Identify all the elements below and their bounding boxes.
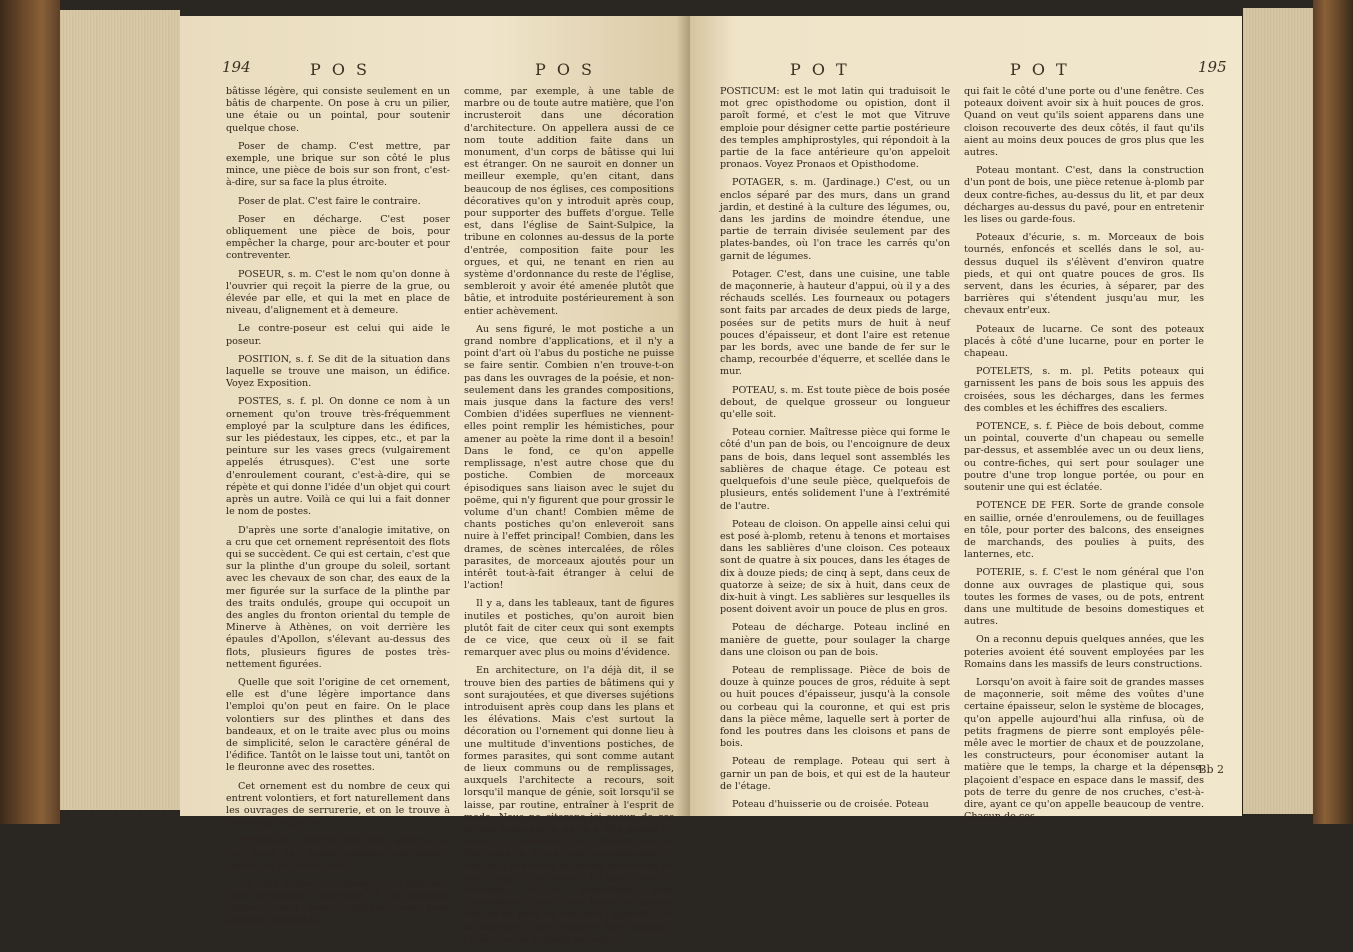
paragraph: POTEAU, s. m. Est toute pièce de bois posée debout, de quelque grosseur ou longueur qu'elle soit. <box>720 384 950 421</box>
paragraph: Poteau montant. C'est, dans la construction d'un pont de bois, une pièce retenue à-plomb par deux contre-fiches, au-dessus du lit, et par deux décharges au-dessus du pavé, pour en entretenir les lises ou garde-fous. <box>964 165 1204 226</box>
paragraph: Poteau cornier. Maîtresse pièce qui forme le côté d'un pan de bois, ou l'encoignure de deux pans de bois, dans lequel sont assemblés les sablières de chaque étage. Ce poteau est quelquefois d'une seule pièce, quelquefois de plusieurs, entés solidement l'une à l'extrémité de l'autre. <box>720 427 950 512</box>
page-edges-right <box>1243 8 1313 814</box>
paragraph: qui fait le côté d'une porte ou d'une fenêtre. Ces poteaux doivent avoir six à huit pouces de gros. Quand on veut qu'ils soient apparens dans une cloison recouverte des deux côtés, il faut qu'ils aient au moins deux pouces de gros plus que les autres. <box>964 86 1204 159</box>
paragraph: POTELETS, s. m. pl. Petits poteaux qui garnissent les pans de bois sous les appuis des croisées, sous les décharges, dans les fermes des combles et les échiffres des escaliers. <box>964 366 1204 414</box>
right-page <box>690 16 1242 823</box>
paragraph: D'après une sorte d'analogie imitative, on a cru que cet ornement représentoit des flots qui se succèdent. Ce qui est certain, c'est que sur la plinthe d'un groupe du soleil, sortant avec les chevaux de son char, des eaux de la mer figurée sur la surface de la plinthe par des traits ondulés, groupe qui occupoit un des angles du fronton oriental du temple de Minerve à Athènes, on voit derrière les épaules d'Apollon, s'élevant au-dessus des flots, plusieurs figures de postes très-nettement figurées. <box>226 524 450 670</box>
left-page <box>180 16 690 945</box>
paragraph: Le contre-poseur est celui qui aide le poseur. <box>226 323 450 347</box>
paragraph: Il y a, dans les tableaux, tant de figures inutiles et postiches, qu'on auroit bien plutôt fait de citer ceux qui sont exempts de ce vice, que ceux où il se fait remarquer avec plus ou moins d'évidence. <box>464 598 674 659</box>
paragraph: POTAGER, s. m. (Jardinage.) C'est, ou un enclos séparé par des murs, dans un grand jardin, et destiné à la culture des légumes, ou, dans les jardins de moindre étendue, une partie de terrain divisée seulement par des plates-bandes, où l'on trace les carrés qu'on garnit de légumes. <box>720 177 950 262</box>
paragraph: Poteau de remplissage. Pièce de bois de douze à quinze pouces de gros, réduite à sept ou huit pouces d'épaisseur, jusqu'à la console ou corbeau qui la couronne, et qui est pris dans la pièce même, laquelle sert à porter de fond les poutres dans les cloisons et pans de bois. <box>720 664 950 750</box>
left-header-left: P O S <box>310 60 371 79</box>
paragraph: Au sens simple, on donne cette épithète, dans beaucoup d'ouvrages, à un morceau rapporté, soit pour compléter, soit pour alonger l'ensemble; <box>226 877 450 926</box>
book-cover-right <box>1313 0 1353 824</box>
paragraph: POSTES, s. f. pl. On donne ce nom à un ornement qu'on trouve très-fréquemment employé par la sculpture dans les édifices, sur les piédestaux, les cippes, etc., et par la peinture sur les vases grecs (vulgairement appelés étrusques). C'est une sorte d'enroulement courant, c'est-à-dire, qui se répète et qui donne l'idée d'un objet qui court après un autre. Voilà ce qui lui a fait donner le nom de postes. <box>226 396 450 518</box>
paragraph: Quelle que soit l'origine de cet ornement, elle est d'une légère importance dans l'emploi qu'on peut en faire. On le place volontiers sur des plinthes et dans des bandeaux, et on le traite avec plus ou moins de simplicité, selon le caractère général de l'édifice. Tantôt on le laisse tout uni, tantôt on le fleuronne avec des rosettes. <box>226 676 450 774</box>
paragraph: POSTICHE, adjectif des deux genres. Ce mot vient de l'italien posticio, qui signifie ajouté, ou fait après coup. <box>226 835 450 871</box>
paragraph: Potager. C'est, dans une cuisine, une table de maçonnerie, à hauteur d'appui, où il y a des réchauds scellés. Les fourneaux ou potagers sont faits par arcades de deux pieds de large, posées sur de petits murs de huit à neuf pouces d'épaisseur, et dont l'aire est retenue par les bords, avec une bande de fer sur le champ, recourbée d'équerre, et scellée dans le mur. <box>720 268 950 378</box>
paragraph: Poteau d'huisserie ou de croisée. Poteau <box>732 798 929 810</box>
paragraph: Poteau de décharge. Poteau incliné en manière de guette, pour soulager la charge dans une cloison ou pan de bois. <box>720 622 950 658</box>
right-column-2 <box>964 86 1204 829</box>
left-column-2 <box>464 86 674 952</box>
paragraph: POSEUR, s. m. C'est le nom qu'on donne à l'ouvrier qui reçoit la pierre de la grue, ou élevée par elle, et qui la met en place de niveau, d'alignement et à demeure. <box>226 268 450 317</box>
paragraph: POSITION, s. f. Se dit de la situation dans laquelle se trouve une maison, un édifice. Voyez Exposition. <box>226 353 450 390</box>
paragraph: Lorsqu'on avoit à faire soit de grandes masses de maçonnerie, soit même des voûtes d'une certaine épaisseur, selon le système de blocages, qu'on appelle aujourd'hui alla rinfusa, où de petits fragmens de pierre sont employés pêle-mêle avec le mortier de chaux et de pouzzolane, les constructeurs, pour économiser autant la matière que le temps, la charge et la dépense, plaçoient d'espace en espace dans le massif, des pots de terre du genre de nos cruches, c'est-à-dire, ayant ce qu'on appelle beaucoup de ventre. Chacun de ces <box>964 676 1204 823</box>
paragraph: POTERIE, s. f. C'est le nom général que l'on donne aux ouvrages de plastique qui, sous toutes les formes de vases, ou de pots, entrent dans une multitude de besoins domestiques et autres. <box>964 567 1204 628</box>
paragraph: Poteau de remplage. Poteau qui sert à garnir un pan de bois, et qui est de la hauteur de l'étage. <box>720 756 950 792</box>
left-page-number: 194 <box>222 58 251 76</box>
paragraph: Poser de plat. C'est faire le contraire. <box>238 195 421 207</box>
page-edges-left <box>60 10 180 810</box>
paragraph: comme, par exemple, à une table de marbre ou de toute autre matière, que l'on incrusteroit dans une décoration d'architecture. On appellera aussi de ce nom toute addition faite dans un monument, d'un corps de bâtisse qui lui est étranger. On ne sauroit en donner un meilleur exemple, qu'en citant, dans beaucoup de nos églises, ces compositions décoratives qu'on y introduit après coup, pour supporter des buffets d'orgue. Telle est, dans l'église de Saint-Sulpice, la tribune en colonnes au-dessus de la porte d'entrée, composition faite pour les orgues, et qui, ne tenant en rien au système d'ordonnance du reste de l'église, sembleroit y avoir été amenée plutôt que bâtie, et introduite postérieurement à son entier achèvement. <box>464 86 674 317</box>
paragraph: Cet ornement est du nombre de ceux qui entrent volontiers, et fort naturellement dans les ouvrages de serrurerie, et on le trouve à beaucoup de grilles. <box>226 780 450 829</box>
paragraph: Poser en décharge. C'est poser obliquement une pièce de bois, pour empêcher la charge, pour arc-bouter et pour contreventer. <box>226 213 450 262</box>
paragraph: Poteaux d'écurie, s. m. Morceaux de bois tournés, enfoncés et scellés dans le sol, au-dessus duquel ils s'élèvent d'environ quatre pieds, et qui ont quatre pouces de gros. Ils servent, dans les écuries, à séparer, par des barrières qui s'étendent jusqu'au mur, les chevaux entr'eux. <box>964 232 1204 317</box>
paragraph: On a reconnu depuis quelques années, que les poteries avoient été souvent employées par les Romains dans les massifs de leurs constructions. <box>964 634 1204 670</box>
paragraph: Poteaux de lucarne. Ce sont des poteaux placés à côté d'une lucarne, pour en porter le chapeau. <box>964 323 1204 360</box>
paragraph: bâtisse légère, qui consiste seulement en un bâtis de charpente. On pose à cru un pilier, une étaie ou un pointal, pour soutenir quelque chose. <box>226 86 450 134</box>
paragraph: POSTICUM: est le mot latin qui traduisoit le mot grec opisthodome ou opistion, dont il paroît formé, et c'est le mot que Vitruve emploie pour désigner cette partie postérieure des temples amphiprostyles, qui répondoit à la partie de la face antérieure qu'on appeloit pronaos. Voyez Pronaos et Opisthodome. <box>720 86 950 171</box>
paragraph: Poser de champ. C'est mettre, par exemple, une brique sur son côté le plus mince, une pièce de bois sur son front, c'est-à-dire, sur sa face la plus étroite. <box>226 140 450 189</box>
paragraph: Poteau de cloison. On appelle ainsi celui qui est posé à-plomb, retenu à tenons et mortaises dans les sablières d'une cloison. Ces poteaux sont de quatre à six pouces, dans les étages de dix à douze pieds; de cinq à sept, dans ceux de quatorze à seize; de six à huit, dans ceux de dix-huit à vingt. Les sablières sur lesquelles ils posent doivent avoir un pouce de plus en gros. <box>720 518 950 616</box>
right-page-number: 195 <box>1198 58 1227 76</box>
paragraph: Au sens figuré, le mot postiche a un grand nombre d'applications, et il n'y a point d'art où l'abus du postiche ne puisse se faire sentir. Combien n'en trouve-t-on pas dans les ouvrages de la poésie, et non-seulement dans les grandes compositions, mais jusque dans la facture des vers! Combien d'idées superflues ne viennent-elles point remplir les hémistiches, pour amener au poète la rime dont il a besoin! Dans le fond, ce qu'on appelle remplissage, n'est autre chose que du postiche. Combien de morceaux épisodiques sans liaison avec le sujet du poëme, qui n'y figurent que pour grossir le volume d'un chant! Combien même de chants postiches qu'on enleveroit sans nuire à l'effet principal! Combien, dans les drames, de scènes intercalées, de rôles parasites, de morceaux ajoutés pour un intérêt tout-à-fait étranger à celui de l'action! <box>464 323 674 592</box>
signature-mark: Bb 2 <box>1198 763 1224 776</box>
right-column-1 <box>720 86 950 817</box>
left-header-right: P O S <box>535 60 596 79</box>
paragraph: POTENCE, s. f. Pièce de bois debout, comme un pointal, couverte d'un chapeau ou semelle par-dessus, et assemblée avec un ou deux liens, ou contre-fiches, qui sert pour soulager une poutre d'une trop longue portée, ou pour en soutenir une qui est éclatée. <box>964 421 1204 494</box>
right-header-left: P O T <box>790 60 850 79</box>
book-cover-left <box>0 0 60 824</box>
right-header-right: P O T <box>1010 60 1070 79</box>
paragraph: POTENCE DE FER. Sorte de grande console en saillie, ornée d'enroulemens, ou de feuillages en tôle, pour porter des balcons, des enseignes de marchands, des poulies à puits, des lanternes, etc. <box>964 500 1204 561</box>
left-column-1 <box>226 86 450 933</box>
paragraph: En architecture, on l'a déjà dit, il se trouve bien des parties de bâtimens qui y sont surajoutées, et que diverses sujétions introduisent après coup dans les plans et les élévations. Mais c'est surtout la décoration ou l'ornement qui donne lieu à une multitude d'inventions postiches, de formes parasites, qui sont comme autant de lieux communs ou de remplissages, auxquels l'architecte a recours, soit lorsqu'il manque de génie, soit lorsqu'il se laisse, par routine, entraîner à l'esprit de mode. Nous ne citerons ici aucun de ces détails particuliers, qu'on a déjà passés en revue à plusieurs des articles de ce Dictionnaire. Nous nous contenterons de dire que ces vices de détail procèdent du faux esprit qui prend le luxe pour la richesse, et la superfluité pour l'abondance; excès dans lequel on tombe, dès qu'on perd de vue que l'agréable, en architecture, doit toujours être soumis à l'utile, qui lui a donné naissance. <box>464 665 674 945</box>
